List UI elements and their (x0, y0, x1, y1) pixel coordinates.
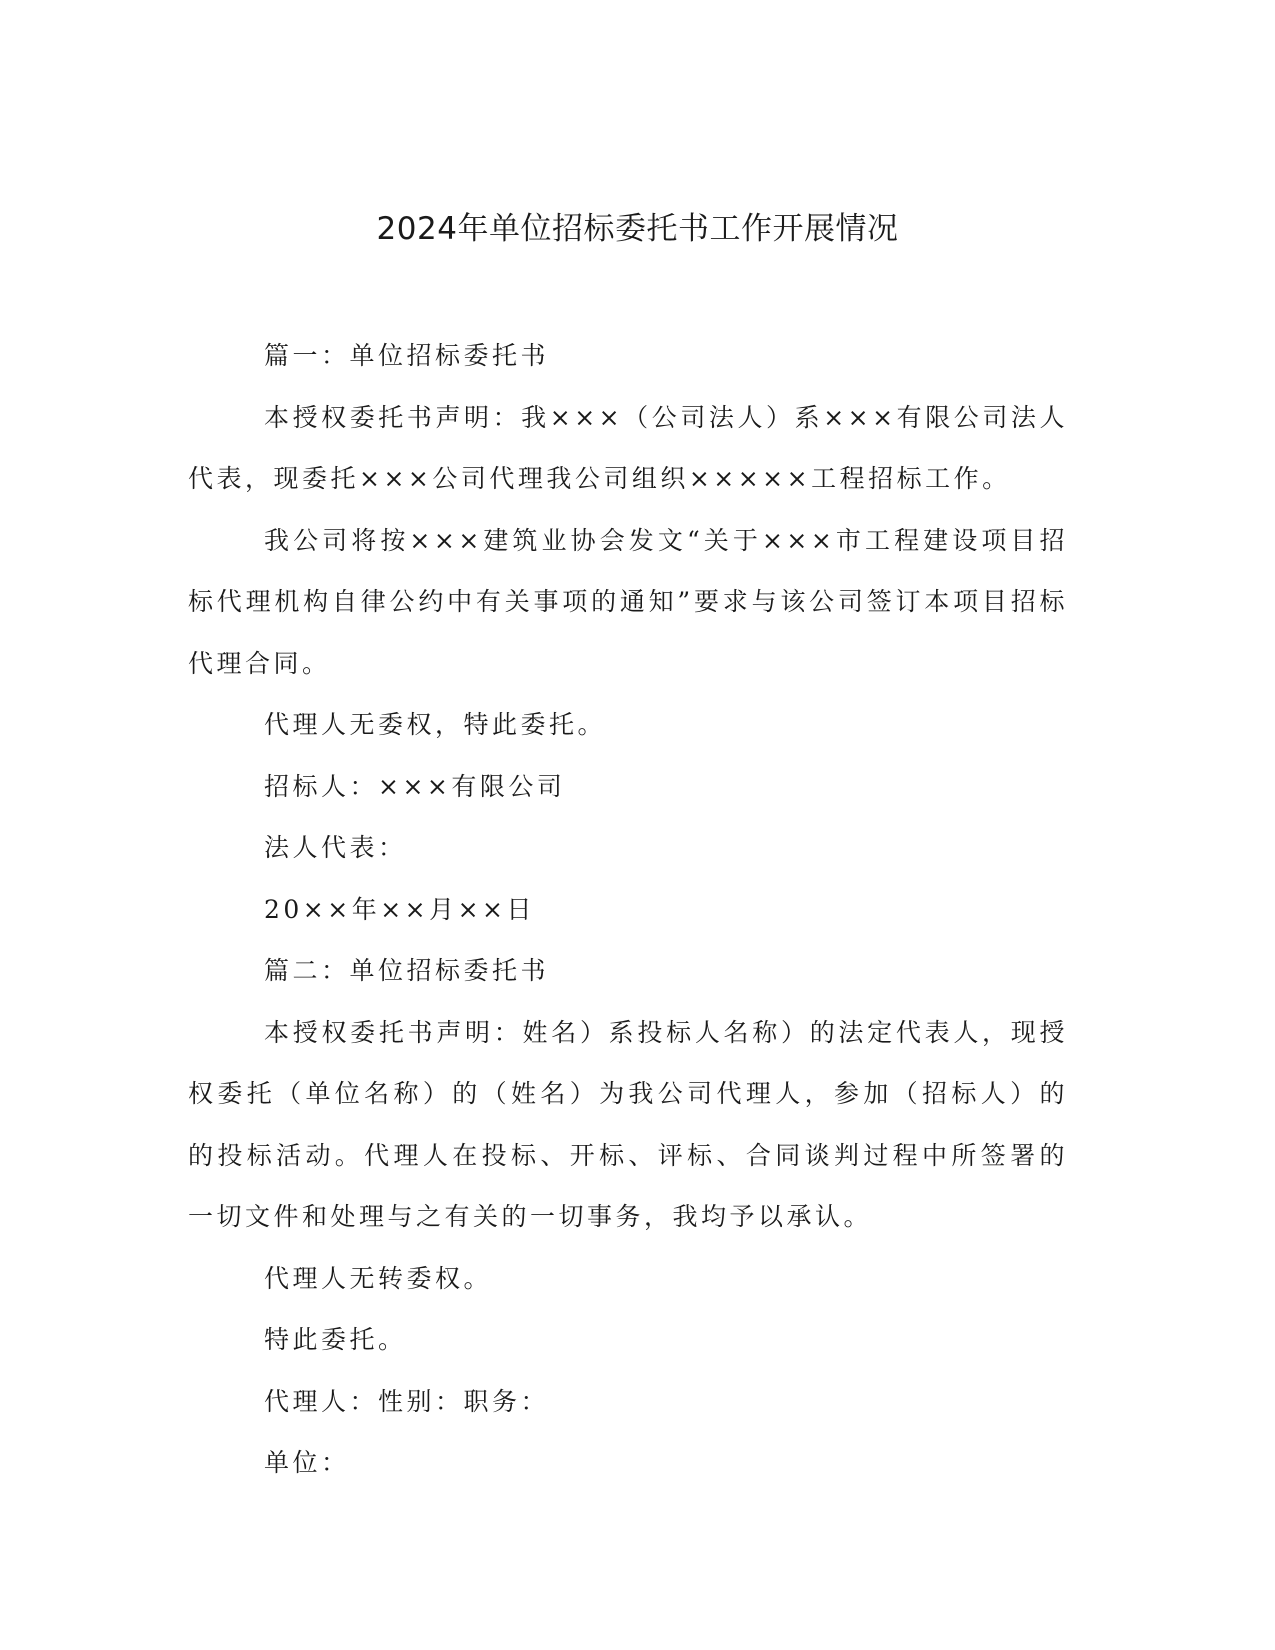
paragraph: 代理人无委权，特此委托。 (264, 710, 607, 739)
paragraph: 本授权委托书声明：姓名）系投标人名称）的法定代表人，现授权委托（单位名称）的（姓名）为我公司代理人，参加（招标人）的的投标活动。代理人在投标、开标、评标、合同谈判过程中所签署的一切文件和处理与之有关的一切事务，我均予以承认。 (188, 1017, 1068, 1231)
date-line: 20××年××月××日 (264, 894, 535, 924)
section-heading-1: 篇一：单位招标委托书 (264, 341, 550, 370)
document-title: 2024年单位招标委托书工作开展情况 (376, 211, 899, 247)
legal-representative-line: 法人代表： (264, 833, 407, 862)
document-body (188, 325, 1068, 1494)
paragraph: 代理人无转委权。 (264, 1263, 493, 1293)
tenderer-line: 招标人：×××有限公司 (264, 771, 566, 801)
paragraph: 特此委托。 (264, 1325, 407, 1354)
section-heading-2: 篇二：单位招标委托书 (264, 956, 550, 985)
paragraph: 本授权委托书声明：我×××（公司法人）系×××有限公司法人代表，现委托×××公司代理我公司组织×××××工程招标工作。 (188, 402, 1068, 493)
agent-info-line: 代理人：性别：职务： (264, 1386, 550, 1416)
unit-line: 单位： (264, 1448, 350, 1477)
paragraph: 我公司将按×××建筑业协会发文“关于×××市工程建设项目招标代理机构自律公约中有关事项的通知”要求与该公司签订本项目招标代理合同。 (188, 525, 1068, 678)
